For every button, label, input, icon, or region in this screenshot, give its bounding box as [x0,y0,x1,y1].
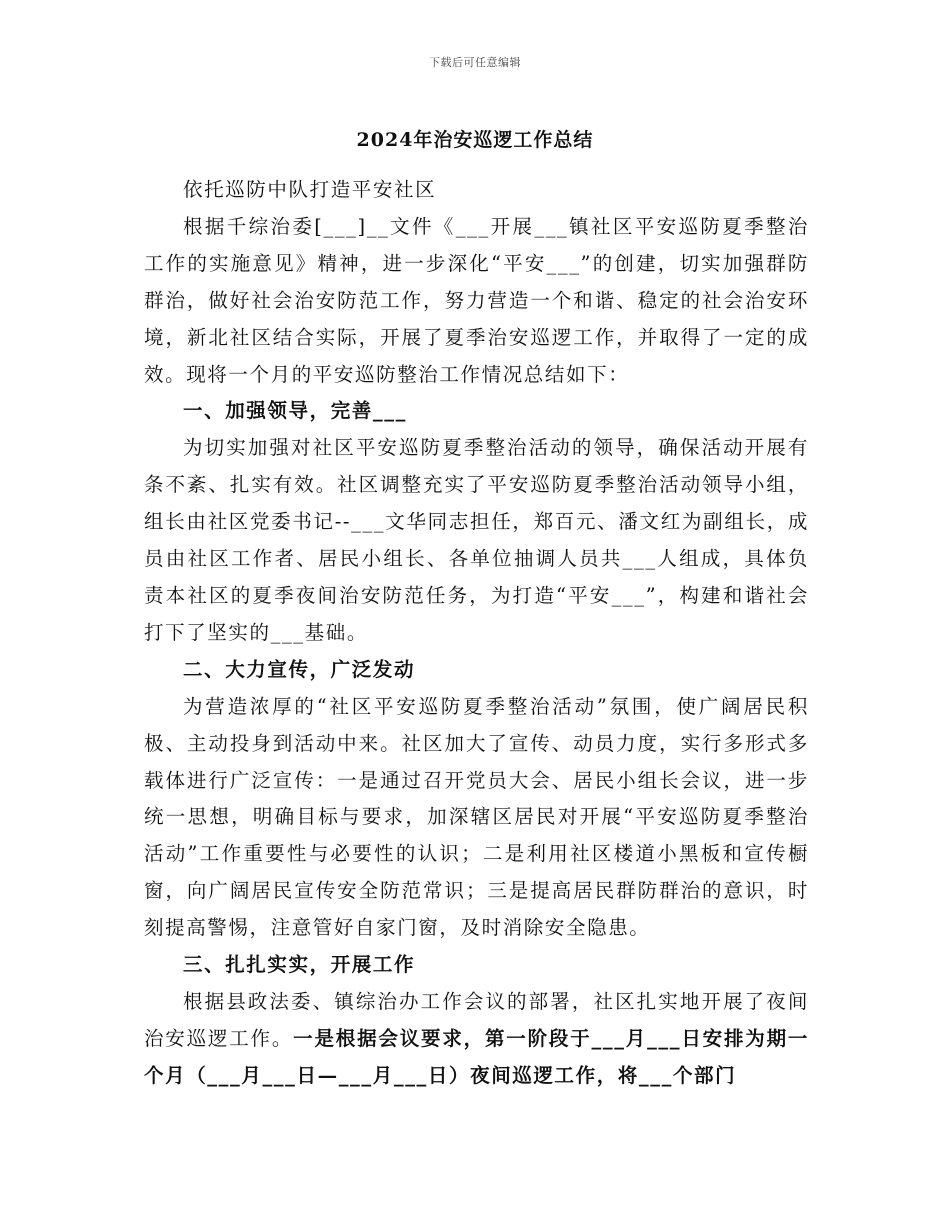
section-3-paragraph [144,984,809,1095]
subtitle: 依托巡防中队打造平安社区 [183,178,437,201]
section-heading-1: 一、加强领导，完善___ [183,399,407,423]
intro-paragraph: 根据千综治委[___]__文件《___开展___镇社区平安巡防夏季整治工作的实施意见》精神，进一步深化“平安___”的创建，切实加强群防群治，做好社会治安防范工作，努力营造一个和谐、稳定的社会治安环境，新北社区结合实际，开展了夏季治安巡逻工作，并取得了一定的成效。现将一个月的平安巡防整治工作情况总结如下： [144,214,809,386]
section-2-paragraph: 为营造浓厚的“社区平安巡防夏季整治活动”氛围，使广阔居民积极、主动投身到活动中来。社区加大了宣传、动员力度，实行多形式多载体进行广泛宣传：一是通过召开党员大会、居民小组长会议，进一步统一思想，明确目标与要求，加深辖区居民对开展“平安巡防夏季整治活动”工作重要性与必要性的认识；二是利用社区楼道小黑板和宣传橱窗，向广阔居民宣传安全防范常识；三是提高居民群防群治的意识，时刻提高警惕，注意管好自家门窗，及时消除安全隐患。 [144,694,809,940]
header-note: 下载后可任意编辑 [429,56,521,69]
document-body [144,172,809,1095]
section-heading-2: 二、大力宣传，广泛发动 [183,657,416,681]
section-heading-3: 三、扎扎实实，开展工作 [183,953,416,977]
section-3-plain-text: 根据县政法委、镇综治办工作会议的部署，社区扎实地开展了夜间治安巡逻工作。 [144,989,809,1050]
section-1-paragraph: 为切实加强对社区平安巡防夏季整治活动的领导，确保活动开展有条不紊、扎实有效。社区调整充实了平安巡防夏季整治活动领导小组，组长由社区党委书记--___文华同志担任，郑百元、潘文红为副组长，成员由社区工作者、居民小组长、各单位抽调人员共___人组成，具体负责本社区的夏季夜间治安防范任务，为打造“平安___”，构建和谐社会打下了坚实的___基础。 [144,436,809,644]
document-title: 2024年治安巡逻工作总结 [356,129,594,151]
section-3-bold-text: 一是根据会议要求，第一阶段于___月___日安排为期一个月（___月___日—___月___日）夜间巡逻工作，将___个部门 [144,1026,809,1087]
